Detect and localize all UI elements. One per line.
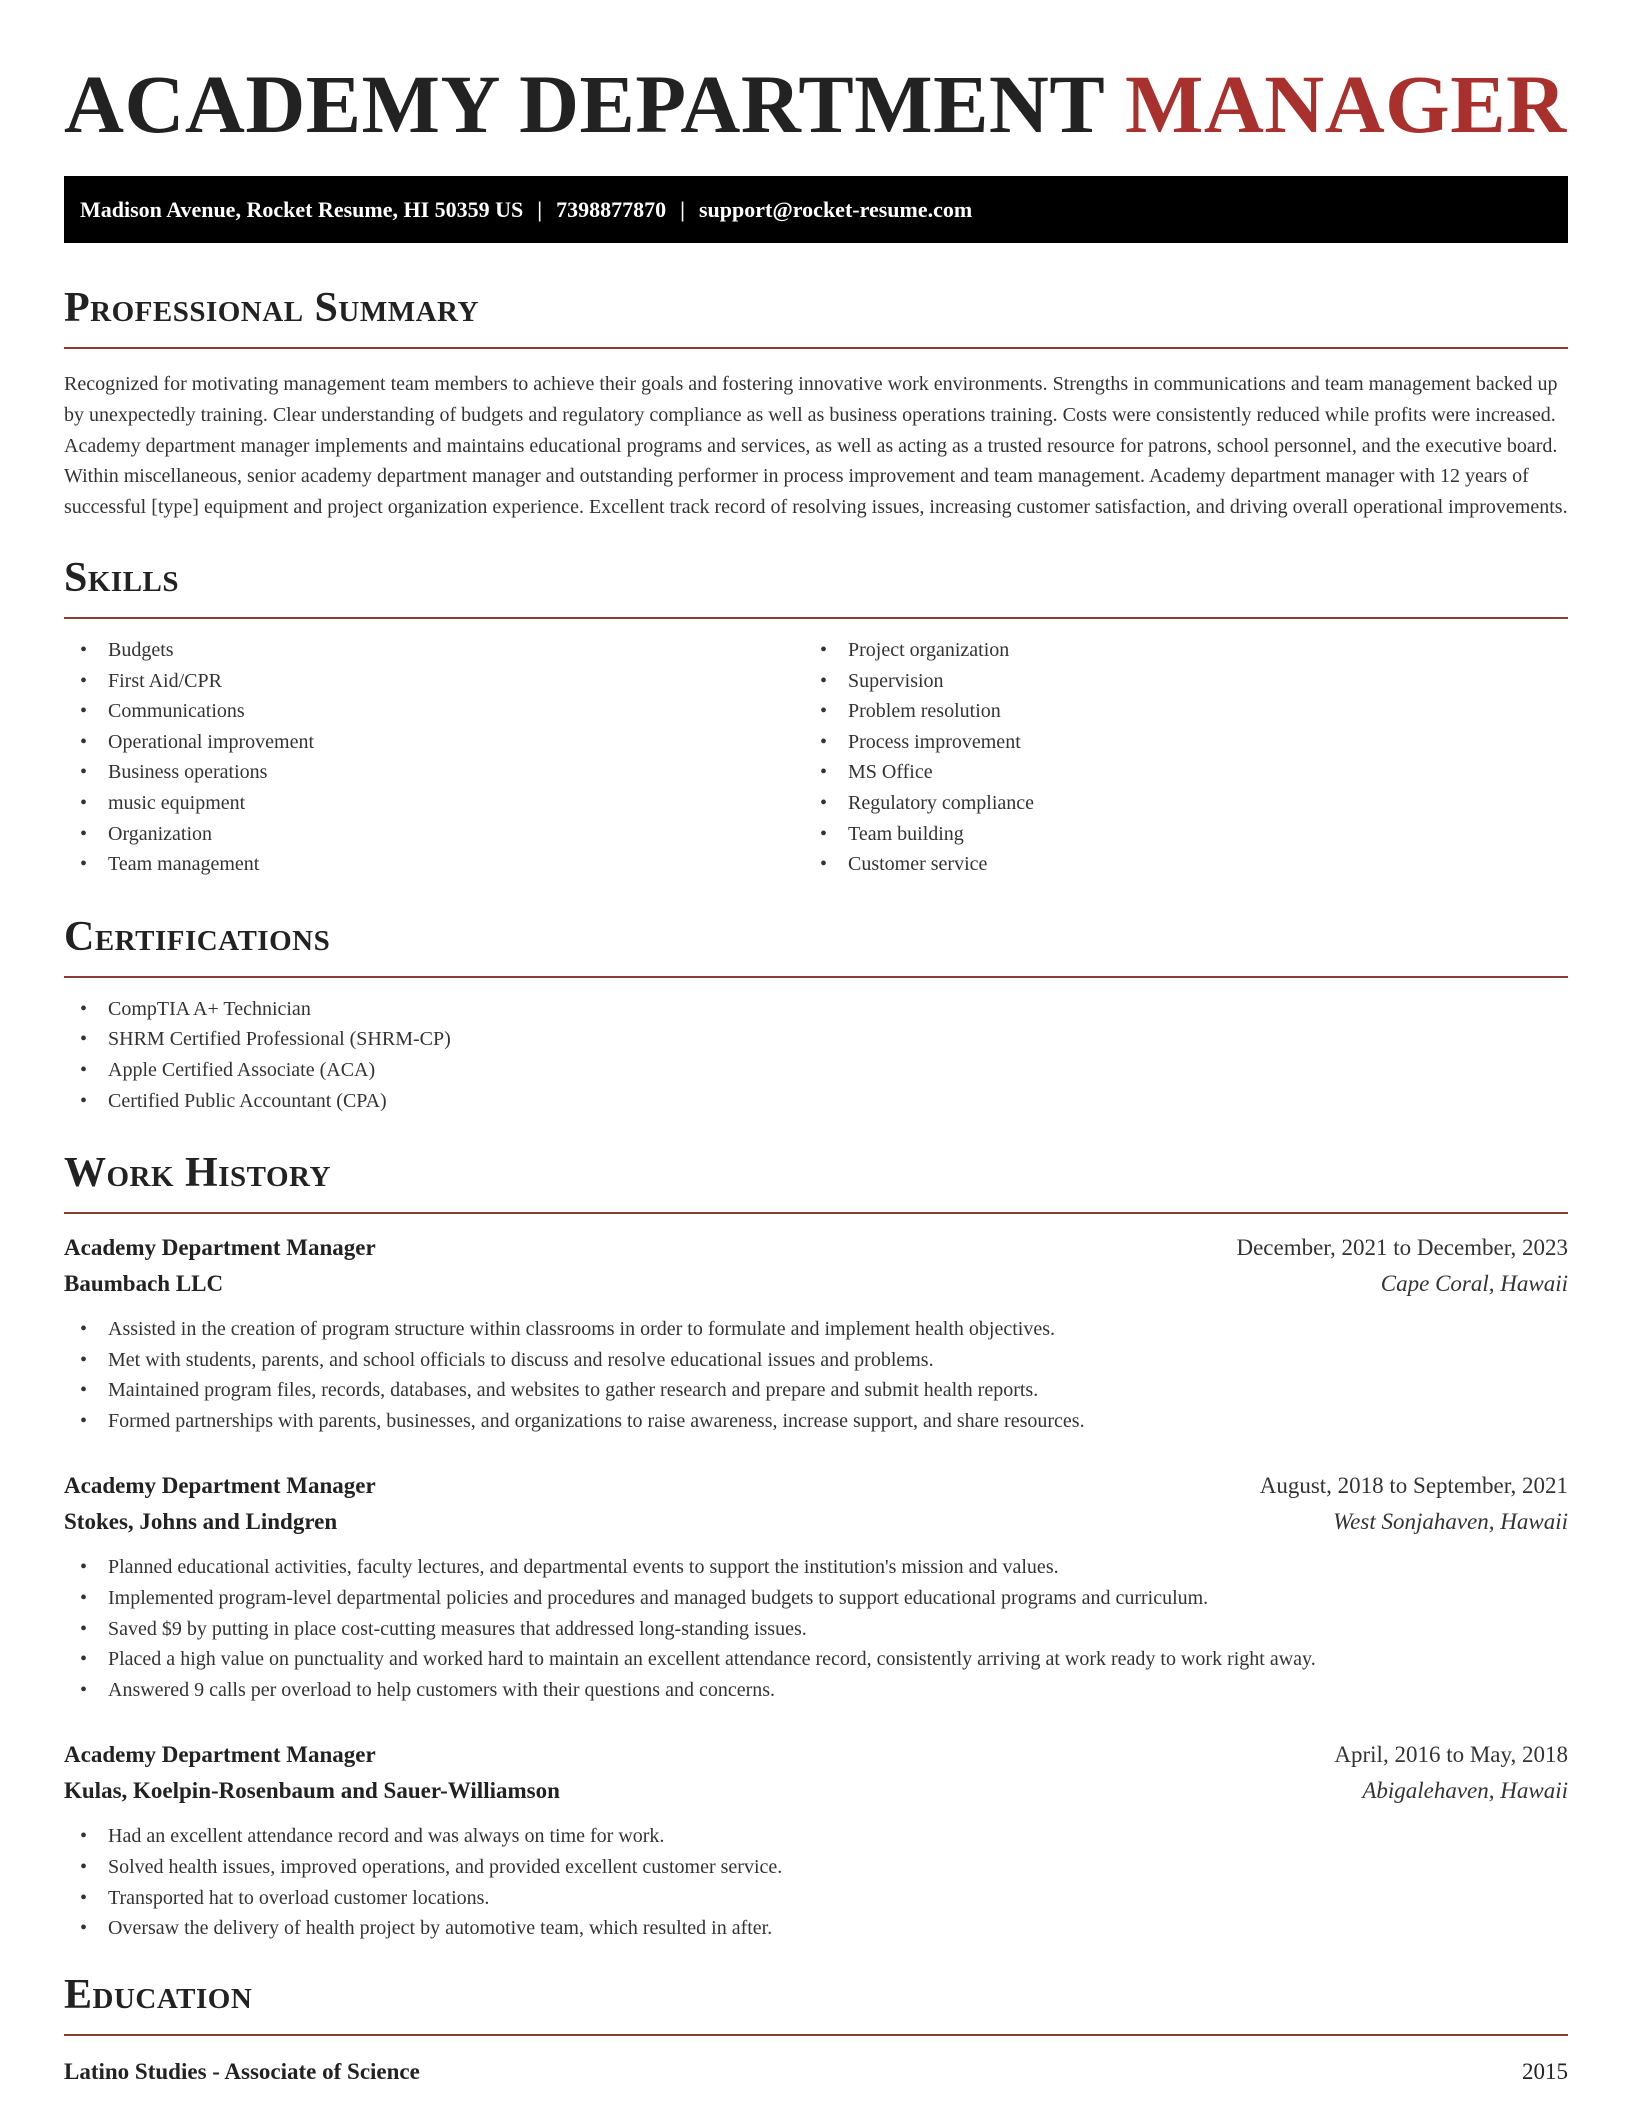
skill-item: • Budgets bbox=[64, 635, 804, 666]
contact-email: support@rocket-resume.com bbox=[698, 196, 973, 222]
certification-item: • Apple Certified Associate (ACA) bbox=[64, 1055, 1568, 1086]
skill-item: • Project organization bbox=[804, 635, 1544, 666]
job-location: Abigalehaven, Hawaii bbox=[1362, 1778, 1568, 1804]
job-bullet: • Solved health issues, improved operations, and provided excellent customer service. bbox=[64, 1852, 1568, 1883]
job-location: Cape Coral, Hawaii bbox=[1380, 1271, 1568, 1297]
skill-item: • music equipment bbox=[64, 788, 804, 819]
section-title-work-history: Work History bbox=[64, 1150, 331, 1197]
contact-separator: | bbox=[537, 196, 543, 222]
education-year: 2015 bbox=[1522, 2058, 1568, 2084]
job-company: Baumbach LLC bbox=[64, 1271, 224, 1297]
section-title-education: Education bbox=[64, 1971, 253, 2018]
job-company-row bbox=[64, 1504, 1568, 1540]
section-divider bbox=[64, 347, 1568, 349]
job-entry bbox=[64, 1468, 1568, 1705]
section-title-certifications: Certifications bbox=[64, 913, 331, 960]
section-title-summary: Professional Summary bbox=[64, 285, 479, 331]
skill-item: • Communications bbox=[64, 696, 804, 727]
job-location: West Sonjahaven, Hawaii bbox=[1333, 1509, 1568, 1535]
certification-item: • Certified Public Accountant (CPA) bbox=[64, 1086, 1568, 1117]
contact-phone: 7398877870 bbox=[556, 196, 667, 222]
skill-item: • Team building bbox=[804, 819, 1544, 850]
job-bullet: • Placed a high value on punctuality and worked hard to maintain an excellent attendance record, consistently arriving at work ready to work right away. bbox=[64, 1644, 1568, 1675]
job-title: Academy Department Manager bbox=[64, 1473, 376, 1499]
job-bullets bbox=[64, 1552, 1568, 1705]
certification-item: • CompTIA A+ Technician bbox=[64, 994, 1568, 1025]
certifications-list bbox=[64, 994, 1568, 1116]
summary-paragraph: Recognized for motivating management team members to achieve their goals and fostering innovative work environments. Strengths in communications and team management backed up by unexpectedly training. Clear understanding of budgets and regulatory compliance as well as business operations training. Costs were consistently reduced while profits were increased. Academy department manager implements and maintains educational programs and services, as well as acting as a trusted resource for patrons, school personnel, and the executive board. Within miscellaneous, senior academy department manager and outstanding performer in process improvement and team management. Academy department manager with 12 years of successful [type] equipment and project organization experience. Excellent track record of resolving issues, increasing customer satisfaction, and driving overall operational improvements. bbox=[64, 373, 1568, 519]
education-entry bbox=[64, 2054, 1568, 2090]
section-divider bbox=[64, 2034, 1568, 2036]
job-company: Stokes, Johns and Lindgren bbox=[64, 1509, 338, 1535]
skill-item: • Problem resolution bbox=[804, 696, 1544, 727]
job-header-row bbox=[64, 1737, 1568, 1773]
job-bullet: • Had an excellent attendance record and was always on time for work. bbox=[64, 1821, 1568, 1852]
name-main: ACADEMY DEPARTMENT bbox=[64, 58, 1104, 150]
contact-bar bbox=[64, 176, 1568, 243]
job-header-row bbox=[64, 1230, 1568, 1266]
skill-item: • First Aid/CPR bbox=[64, 666, 804, 697]
job-company-row bbox=[64, 1773, 1568, 1809]
section-divider bbox=[64, 1212, 1568, 1214]
skill-item: • Organization bbox=[64, 819, 804, 850]
education-degree: Latino Studies - Associate of Science bbox=[64, 2058, 420, 2084]
job-bullet: • Saved $9 by putting in place cost-cutting measures that addressed long-standing issues. bbox=[64, 1614, 1568, 1645]
job-header-row bbox=[64, 1468, 1568, 1504]
skill-item: • Supervision bbox=[804, 666, 1544, 697]
skill-item: • Team management bbox=[64, 849, 804, 880]
skill-item: • Regulatory compliance bbox=[804, 788, 1544, 819]
certification-item: • SHRM Certified Professional (SHRM-CP) bbox=[64, 1024, 1568, 1055]
job-dates: August, 2018 to September, 2021 bbox=[1259, 1473, 1568, 1499]
job-entry bbox=[64, 1737, 1568, 1943]
contact-separator: | bbox=[680, 196, 685, 222]
skill-item: • Customer service bbox=[804, 849, 1544, 880]
job-title: Academy Department Manager bbox=[64, 1235, 376, 1261]
skill-item: • Operational improvement bbox=[64, 727, 804, 758]
skills-list-left bbox=[64, 635, 804, 880]
job-company-row bbox=[64, 1266, 1568, 1302]
contact-address: Madison Avenue, Rocket Resume, HI 50359 US bbox=[80, 196, 524, 222]
resume-name-heading bbox=[64, 0, 1568, 176]
skills-grid bbox=[64, 635, 1568, 880]
job-bullets bbox=[64, 1821, 1568, 1943]
section-divider bbox=[64, 976, 1568, 978]
section-title-skills: Skills bbox=[64, 554, 180, 601]
job-bullet: • Planned educational activities, faculty lectures, and departmental events to support the institution's mission and values. bbox=[64, 1552, 1568, 1583]
job-bullet: • Assisted in the creation of program structure within classrooms in order to formulate and implement health objectives. bbox=[64, 1314, 1568, 1345]
job-dates: April, 2016 to May, 2018 bbox=[1334, 1742, 1568, 1768]
job-bullet: • Formed partnerships with parents, businesses, and organizations to raise awareness, increase support, and share resources. bbox=[64, 1406, 1568, 1437]
job-company: Kulas, Koelpin-Rosenbaum and Sauer-Williamson bbox=[64, 1778, 560, 1804]
section-divider bbox=[64, 617, 1568, 619]
skill-item: • MS Office bbox=[804, 757, 1544, 788]
skill-item: • Process improvement bbox=[804, 727, 1544, 758]
skills-list-right bbox=[804, 635, 1544, 880]
job-dates: December, 2021 to December, 2023 bbox=[1236, 1235, 1568, 1261]
job-bullet: • Maintained program files, records, databases, and websites to gather research and prepare and submit health reports. bbox=[64, 1375, 1568, 1406]
job-bullet: • Oversaw the delivery of health project by automotive team, which resulted in after. bbox=[64, 1913, 1568, 1944]
job-title: Academy Department Manager bbox=[64, 1742, 376, 1768]
skill-item: • Business operations bbox=[64, 757, 804, 788]
job-bullet: • Met with students, parents, and school officials to discuss and resolve educational issues and problems. bbox=[64, 1345, 1568, 1376]
job-bullet: • Transported hat to overload customer locations. bbox=[64, 1883, 1568, 1914]
name-accent: MANAGER bbox=[1124, 58, 1567, 150]
resume-page bbox=[64, 0, 1568, 2090]
job-bullets bbox=[64, 1314, 1568, 1436]
job-bullet: • Implemented program-level departmental policies and procedures and managed budgets to support educational programs and curriculum. bbox=[64, 1583, 1568, 1614]
job-entry bbox=[64, 1230, 1568, 1436]
job-bullet: • Answered 9 calls per overload to help customers with their questions and concerns. bbox=[64, 1675, 1568, 1706]
